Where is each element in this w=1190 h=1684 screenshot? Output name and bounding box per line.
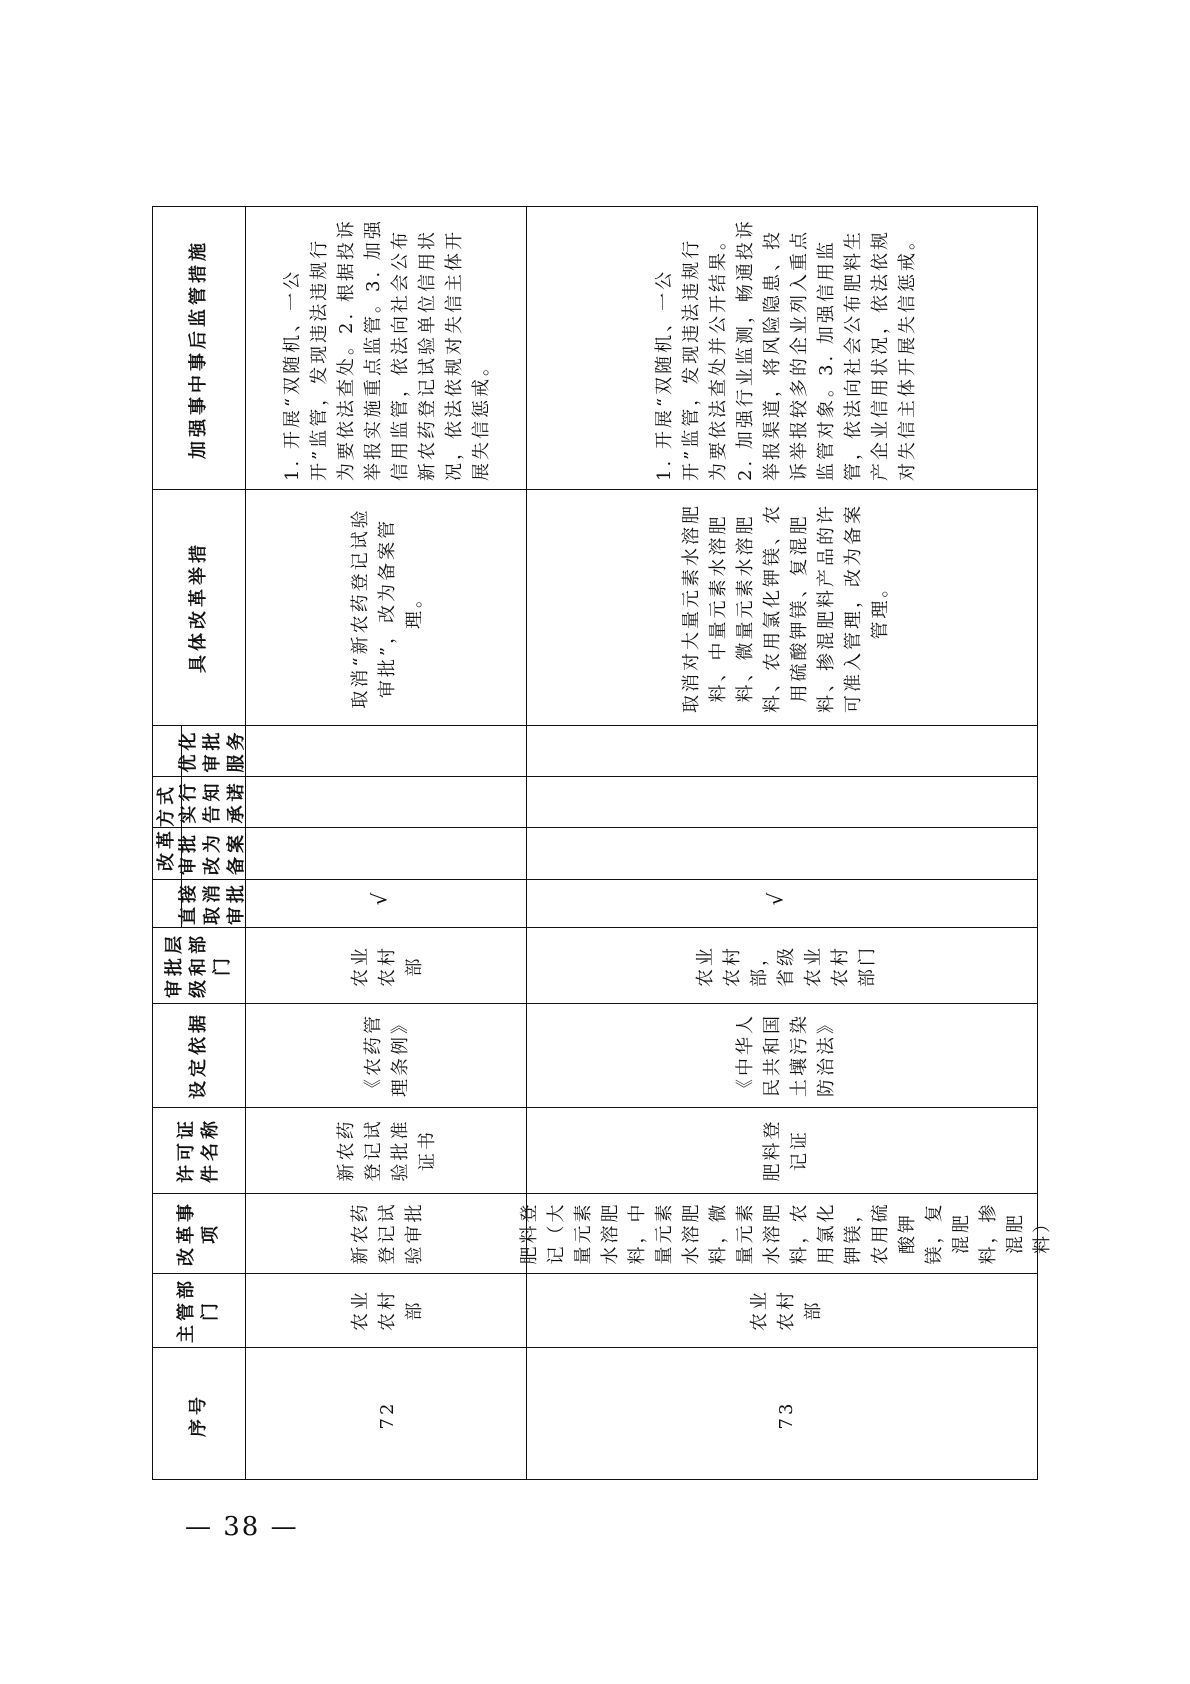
header-item: 改革事项 [176, 1200, 221, 1266]
col-line [153, 725, 1037, 726]
col-line [153, 489, 1037, 490]
row-divider [526, 207, 527, 1479]
col-line [153, 879, 1037, 880]
header-reform-mode: 改革方式 [156, 783, 177, 871]
row72-mode2-check: √ [367, 892, 392, 906]
row73-seq: 73 [775, 1400, 797, 1430]
header-mode1: 直接取消审批 [178, 881, 247, 925]
row72-supervision: 1. 开展“双随机、一公开”监管，发现违法违规行为要依法查处。2. 根据投诉举报实施重点监管。3. 加强信用监管，依法向社会公布新农药登记试验单位信用状况，依法依规对失信主体开展失信惩戒。 [282, 218, 492, 481]
row73-supervision: 1. 开展“双随机、一公开”监管，发现违法违规行为要依法查处并公开结果。2. 加强行业监测，畅通投诉举报渠道，将风险隐患、投诉举报较多的企业列入重点监管对象。3. 加强信用监管，依法向社会公布肥料生产企业信用状况，依法依规对失信主体开展失信惩戒。 [654, 218, 918, 481]
header-basis: 设定依据 [188, 1011, 209, 1099]
col-line [153, 1003, 1037, 1004]
col-line [153, 1107, 1037, 1108]
row72-license: 新农药登记试验批准证书 [336, 1118, 438, 1182]
col-line [153, 1193, 1037, 1194]
header-mode2: 审批改为备案 [178, 831, 247, 875]
row72-dept: 农业农村部 [349, 1289, 425, 1331]
header-mode3: 实行告知承诺 [178, 779, 247, 824]
row72-seq: 72 [376, 1400, 398, 1430]
header-measures: 具体改革举措 [188, 541, 209, 673]
header-seq: 序号 [188, 1393, 209, 1437]
row73-item: 肥料登记（大量元素水溶肥料，中量元素水溶肥料，微量元素水溶肥料，农用氯化钾镁，农用硫酸钾镁，复混肥料，掺混肥料） [519, 1201, 1053, 1265]
row73-license: 肥料登记证 [762, 1118, 810, 1182]
header-dept: 主管部门 [176, 1277, 221, 1343]
row73-dept: 农业农村部 [748, 1289, 824, 1331]
col-line [153, 1273, 1037, 1274]
page-number: — 38 — [185, 1512, 299, 1542]
row72-basis: 《农药管理条例》 [363, 1013, 411, 1097]
row72-level: 农业农村部 [349, 945, 425, 987]
col-line [153, 927, 1037, 928]
header-level: 审批层级和部门 [164, 932, 233, 998]
row72-item: 新农药登记试验审批 [349, 1201, 425, 1265]
row73-basis: 《中华人民共和国土壤污染防治法》 [735, 1013, 837, 1097]
reform-table [152, 206, 1053, 1480]
col-line [153, 827, 1037, 828]
row72-measures: 取消“新农药登记试验审批”，改为备案管理。 [349, 507, 425, 709]
header-mode4: 优化审批服务 [178, 728, 247, 773]
row73-measures: 取消对大量元素水溶肥料、中量元素水溶肥料、微量元素水溶肥料、农用氯化钾镁、农用硫酸钾镁、复混肥料、掺混肥料产品的许可准入管理，改为备案管理。 [681, 503, 891, 713]
col-line [153, 776, 1037, 777]
header-supervision: 加强事中事后监管措施 [188, 239, 209, 459]
header-license: 许可证件名称 [176, 1117, 221, 1183]
col-line [153, 1347, 1037, 1348]
row73-mode2-check: √ [763, 892, 788, 906]
row73-level: 农业农村部，省级农业农村部门 [694, 945, 878, 987]
